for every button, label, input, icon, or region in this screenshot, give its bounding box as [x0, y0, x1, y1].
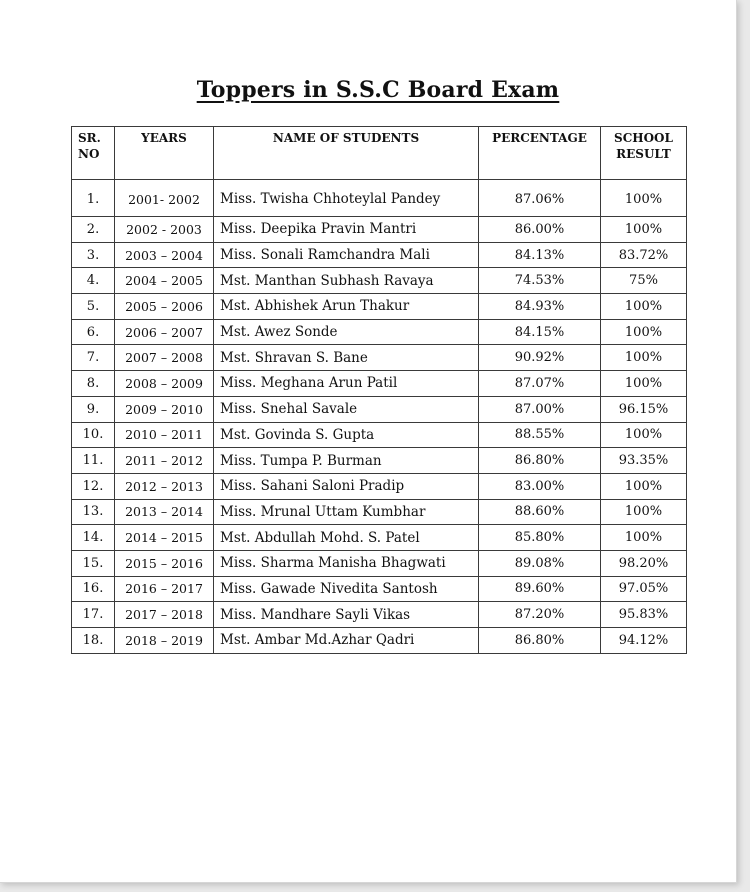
cell-years: 2003 – 2004 — [115, 242, 214, 268]
cell-student-name: Miss. Deepika Pravin Mantri — [214, 217, 479, 243]
cell-student-name: Mst. Govinda S. Gupta — [214, 422, 479, 448]
cell-sr-no: 1. — [72, 180, 115, 217]
cell-sr-no: 7. — [72, 345, 115, 371]
cell-percentage: 87.06% — [479, 180, 601, 217]
cell-school-result: 100% — [601, 371, 687, 397]
cell-percentage: 84.93% — [479, 294, 601, 320]
table-row — [72, 602, 687, 628]
cell-student-name: Miss. Mrunal Uttam Kumbhar — [214, 499, 479, 525]
cell-years: 2018 – 2019 — [115, 628, 214, 654]
header-sr-line1: SR. — [78, 131, 101, 145]
cell-student-name: Miss. Twisha Chhoteylal Pandey — [214, 180, 479, 217]
table-row — [72, 345, 687, 371]
table-row — [72, 396, 687, 422]
cell-sr-no: 4. — [72, 268, 115, 294]
cell-school-result: 93.35% — [601, 448, 687, 474]
cell-student-name: Miss. Sharma Manisha Bhagwati — [214, 550, 479, 576]
cell-years: 2012 – 2013 — [115, 473, 214, 499]
cell-student-name: Mst. Shravan S. Bane — [214, 345, 479, 371]
cell-years: 2002 - 2003 — [115, 217, 214, 243]
cell-school-result: 100% — [601, 319, 687, 345]
cell-student-name: Miss. Snehal Savale — [214, 396, 479, 422]
table-row — [72, 217, 687, 243]
cell-percentage: 87.00% — [479, 396, 601, 422]
cell-sr-no: 9. — [72, 396, 115, 422]
cell-years: 2006 – 2007 — [115, 319, 214, 345]
header-sr-line2: NO — [78, 147, 100, 161]
header-years: YEARS — [115, 127, 214, 180]
cell-years: 2016 – 2017 — [115, 576, 214, 602]
page-title: Toppers in S.S.C Board Exam — [196, 77, 560, 103]
cell-student-name: Mst. Manthan Subhash Ravaya — [214, 268, 479, 294]
cell-student-name: Miss. Gawade Nivedita Santosh — [214, 576, 479, 602]
cell-student-name: Miss. Mandhare Sayli Vikas — [214, 602, 479, 628]
table-row — [72, 371, 687, 397]
table-row — [72, 242, 687, 268]
cell-school-result: 100% — [601, 180, 687, 217]
table-row — [72, 319, 687, 345]
cell-sr-no: 12. — [72, 473, 115, 499]
cell-student-name: Miss. Tumpa P. Burman — [214, 448, 479, 474]
cell-sr-no: 2. — [72, 217, 115, 243]
table-row — [72, 180, 687, 217]
toppers-table — [71, 126, 687, 654]
cell-percentage: 88.55% — [479, 422, 601, 448]
table-row — [72, 268, 687, 294]
cell-years: 2014 – 2015 — [115, 525, 214, 551]
cell-school-result: 100% — [601, 525, 687, 551]
table-row — [72, 422, 687, 448]
cell-years: 2007 – 2008 — [115, 345, 214, 371]
cell-years: 2011 – 2012 — [115, 448, 214, 474]
cell-school-result: 100% — [601, 294, 687, 320]
cell-student-name: Mst. Abhishek Arun Thakur — [214, 294, 479, 320]
header-name-of-students: NAME OF STUDENTS — [214, 127, 479, 180]
cell-school-result: 96.15% — [601, 396, 687, 422]
cell-student-name: Miss. Sonali Ramchandra Mali — [214, 242, 479, 268]
cell-percentage: 87.07% — [479, 371, 601, 397]
cell-sr-no: 8. — [72, 371, 115, 397]
cell-school-result: 94.12% — [601, 628, 687, 654]
cell-years: 2017 – 2018 — [115, 602, 214, 628]
cell-percentage: 86.80% — [479, 448, 601, 474]
cell-percentage: 90.92% — [479, 345, 601, 371]
cell-sr-no: 10. — [72, 422, 115, 448]
cell-years: 2009 – 2010 — [115, 396, 214, 422]
cell-percentage: 89.60% — [479, 576, 601, 602]
cell-percentage: 86.80% — [479, 628, 601, 654]
cell-student-name: Mst. Ambar Md.Azhar Qadri — [214, 628, 479, 654]
cell-school-result: 100% — [601, 345, 687, 371]
cell-school-result: 75% — [601, 268, 687, 294]
cell-school-result: 100% — [601, 422, 687, 448]
cell-percentage: 83.00% — [479, 473, 601, 499]
cell-sr-no: 16. — [72, 576, 115, 602]
cell-percentage: 87.20% — [479, 602, 601, 628]
cell-school-result: 100% — [601, 499, 687, 525]
cell-sr-no: 18. — [72, 628, 115, 654]
cell-years: 2008 – 2009 — [115, 371, 214, 397]
cell-sr-no: 15. — [72, 550, 115, 576]
cell-sr-no: 5. — [72, 294, 115, 320]
cell-percentage: 74.53% — [479, 268, 601, 294]
cell-years: 2004 – 2005 — [115, 268, 214, 294]
cell-sr-no: 14. — [72, 525, 115, 551]
cell-sr-no: 13. — [72, 499, 115, 525]
header-percentage: PERCENTAGE — [479, 127, 601, 180]
table-header-row — [72, 127, 687, 180]
cell-school-result: 98.20% — [601, 550, 687, 576]
table-row — [72, 473, 687, 499]
cell-school-result: 100% — [601, 217, 687, 243]
header-result-line1: SCHOOL — [614, 131, 673, 145]
cell-student-name: Miss. Sahani Saloni Pradip — [214, 473, 479, 499]
cell-student-name: Miss. Meghana Arun Patil — [214, 371, 479, 397]
cell-sr-no: 17. — [72, 602, 115, 628]
cell-school-result: 83.72% — [601, 242, 687, 268]
cell-school-result: 95.83% — [601, 602, 687, 628]
cell-percentage: 86.00% — [479, 217, 601, 243]
table-row — [72, 448, 687, 474]
table-row — [72, 525, 687, 551]
cell-years: 2001- 2002 — [115, 180, 214, 217]
header-sr-no — [72, 127, 115, 180]
cell-percentage: 85.80% — [479, 525, 601, 551]
cell-sr-no: 3. — [72, 242, 115, 268]
cell-years: 2005 – 2006 — [115, 294, 214, 320]
cell-school-result: 97.05% — [601, 576, 687, 602]
cell-sr-no: 6. — [72, 319, 115, 345]
cell-percentage: 89.08% — [479, 550, 601, 576]
header-school-result — [601, 127, 687, 180]
cell-sr-no: 11. — [72, 448, 115, 474]
cell-years: 2010 – 2011 — [115, 422, 214, 448]
table-row — [72, 550, 687, 576]
cell-percentage: 84.13% — [479, 242, 601, 268]
table-row — [72, 499, 687, 525]
cell-student-name: Mst. Abdullah Mohd. S. Patel — [214, 525, 479, 551]
cell-school-result: 100% — [601, 473, 687, 499]
cell-percentage: 88.60% — [479, 499, 601, 525]
header-result-line2: RESULT — [616, 147, 671, 161]
cell-student-name: Mst. Awez Sonde — [214, 319, 479, 345]
table-row — [72, 294, 687, 320]
cell-percentage: 84.15% — [479, 319, 601, 345]
table-row — [72, 576, 687, 602]
table-row — [72, 628, 687, 654]
cell-years: 2015 – 2016 — [115, 550, 214, 576]
cell-years: 2013 – 2014 — [115, 499, 214, 525]
